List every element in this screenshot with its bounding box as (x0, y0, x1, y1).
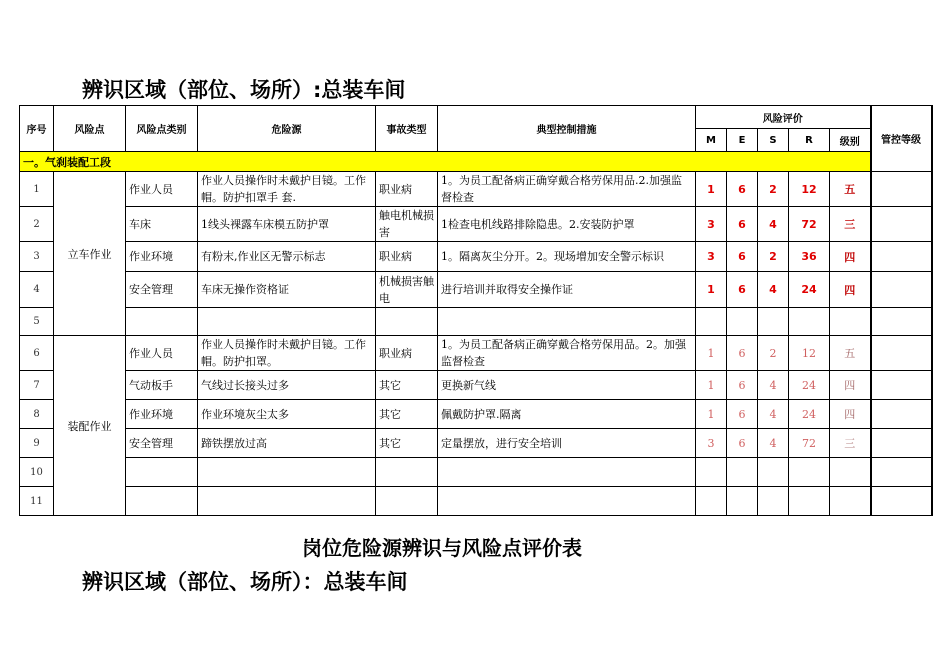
row-seq: 2 (20, 207, 54, 242)
row-seq: 4 (20, 272, 54, 308)
accident-cell (376, 487, 438, 516)
header-category: 风险点类别 (126, 106, 198, 152)
row-seq: 8 (20, 400, 54, 429)
e-value (727, 458, 758, 487)
m-value (696, 458, 727, 487)
control-level-cell (871, 272, 932, 308)
measures-cell: 1。隔离灰尘分开。2。现场增加安全警示标识 (438, 242, 696, 272)
s-value (758, 487, 789, 516)
table-row (20, 207, 932, 242)
category-cell: 气动板手 (126, 371, 198, 400)
table-row (20, 242, 932, 272)
hazard-cell: 作业环境灰尘太多 (198, 400, 376, 429)
header-r: R (789, 129, 830, 152)
s-value: 2 (758, 172, 789, 207)
control-level-cell (871, 207, 932, 242)
risk-assessment-table (19, 105, 933, 516)
hazard-cell: 1线头裸露车床模五防护罩 (198, 207, 376, 242)
header-e: E (727, 129, 758, 152)
header-s: S (758, 129, 789, 152)
measures-cell: 1。为员工配备病正确穿戴合格劳保用品.2.加强监督检查 (438, 172, 696, 207)
r-value: 12 (789, 336, 830, 371)
e-value (727, 487, 758, 516)
header-hazard: 危险源 (198, 106, 376, 152)
category-cell: 作业人员 (126, 172, 198, 207)
risk-point-cell: 立车作业 (54, 172, 126, 336)
category-cell: 安全管理 (126, 272, 198, 308)
m-value: 1 (696, 336, 727, 371)
level-value: 四 (830, 242, 871, 272)
table-row (20, 272, 932, 308)
m-value: 1 (696, 371, 727, 400)
hazard-cell: 车床无操作资格证 (198, 272, 376, 308)
accident-cell: 职业病 (376, 172, 438, 207)
level-value (830, 308, 871, 336)
e-value: 6 (727, 172, 758, 207)
category-cell: 作业人员 (126, 336, 198, 371)
category-cell (126, 487, 198, 516)
e-value: 6 (727, 336, 758, 371)
s-value (758, 458, 789, 487)
header-evaluation: 风险评价 (696, 106, 871, 129)
row-seq: 1 (20, 172, 54, 207)
control-level-cell (871, 487, 932, 516)
control-level-cell (871, 458, 932, 487)
measures-cell: 佩戴防护罩.隔离 (438, 400, 696, 429)
category-cell (126, 458, 198, 487)
risk-point-cell: 装配作业 (54, 336, 126, 516)
level-value: 五 (830, 172, 871, 207)
table-row (20, 487, 932, 516)
s-value (758, 308, 789, 336)
header-measures: 典型控制措施 (438, 106, 696, 152)
accident-cell: 其它 (376, 371, 438, 400)
r-value: 72 (789, 207, 830, 242)
m-value: 3 (696, 242, 727, 272)
region-heading-bottom: 辨识区域（部位、场所）：总装车间 (82, 570, 408, 594)
table-row (20, 400, 932, 429)
category-cell: 车床 (126, 207, 198, 242)
header-control-level: 管控等级 (871, 106, 932, 172)
e-value: 6 (727, 429, 758, 458)
accident-cell (376, 308, 438, 336)
level-value: 四 (830, 272, 871, 308)
level-value (830, 458, 871, 487)
r-value: 24 (789, 371, 830, 400)
hazard-cell: 气线过长接头过多 (198, 371, 376, 400)
category-cell: 作业环境 (126, 242, 198, 272)
accident-cell: 职业病 (376, 242, 438, 272)
hazard-cell (198, 487, 376, 516)
row-seq: 6 (20, 336, 54, 371)
hazard-cell: 有粉末,作业区无警示标志 (198, 242, 376, 272)
control-level-cell (871, 429, 932, 458)
r-value: 24 (789, 400, 830, 429)
region-heading-top: 辨识区域（部位、场所）:总装车间 (82, 78, 406, 102)
control-level-cell (871, 172, 932, 207)
header-accident: 事故类型 (376, 106, 438, 152)
s-value: 4 (758, 207, 789, 242)
hazard-cell: 作业人员操作时未戴护目镜。工作帽。防护扣罩手 套. (198, 172, 376, 207)
hazard-cell: 作业人员操作时未戴护目镜。工作帽。防护扣罩。 (198, 336, 376, 371)
measures-cell: 更换新气线 (438, 371, 696, 400)
accident-cell: 职业病 (376, 336, 438, 371)
row-seq: 10 (20, 458, 54, 487)
s-value: 4 (758, 371, 789, 400)
s-value: 4 (758, 272, 789, 308)
e-value: 6 (727, 272, 758, 308)
control-level-cell (871, 400, 932, 429)
level-value (830, 487, 871, 516)
e-value: 6 (727, 242, 758, 272)
row-seq: 5 (20, 308, 54, 336)
control-level-cell (871, 371, 932, 400)
s-value: 2 (758, 242, 789, 272)
level-value: 四 (830, 400, 871, 429)
table-row (20, 458, 932, 487)
section-title: 一。气刹装配工段 (20, 152, 871, 172)
hazard-cell: 蹄铁摆放过高 (198, 429, 376, 458)
level-value: 三 (830, 207, 871, 242)
s-value: 2 (758, 336, 789, 371)
accident-cell: 其它 (376, 429, 438, 458)
accident-cell: 其它 (376, 400, 438, 429)
m-value: 1 (696, 172, 727, 207)
level-value: 四 (830, 371, 871, 400)
level-value: 三 (830, 429, 871, 458)
m-value (696, 308, 727, 336)
r-value (789, 487, 830, 516)
e-value (727, 308, 758, 336)
accident-cell: 触电机械损害 (376, 207, 438, 242)
hazard-cell (198, 308, 376, 336)
header-level: 级别 (830, 129, 871, 152)
table-row (20, 172, 932, 207)
header-seq: 序号 (20, 106, 54, 152)
table-row (20, 308, 932, 336)
measures-cell (438, 487, 696, 516)
m-value: 3 (696, 429, 727, 458)
m-value (696, 487, 727, 516)
e-value: 6 (727, 207, 758, 242)
measures-cell: 定量摆放，进行安全培训 (438, 429, 696, 458)
measures-cell (438, 308, 696, 336)
row-seq: 7 (20, 371, 54, 400)
row-seq: 3 (20, 242, 54, 272)
measures-cell: 1检查电机线路排除隐患。2.安装防护罩 (438, 207, 696, 242)
r-value (789, 458, 830, 487)
m-value: 3 (696, 207, 727, 242)
measures-cell: 进行培训并取得安全操作证 (438, 272, 696, 308)
s-value: 4 (758, 429, 789, 458)
r-value (789, 308, 830, 336)
r-value: 36 (789, 242, 830, 272)
measures-cell (438, 458, 696, 487)
table-row (20, 429, 932, 458)
form-title: 岗位危险源辨识与风险点评价表 (302, 536, 582, 560)
table-row (20, 371, 932, 400)
accident-cell (376, 458, 438, 487)
level-value: 五 (830, 336, 871, 371)
m-value: 1 (696, 400, 727, 429)
row-seq: 11 (20, 487, 54, 516)
e-value: 6 (727, 371, 758, 400)
table-row (20, 336, 932, 371)
header-risk-point: 风险点 (54, 106, 126, 152)
m-value: 1 (696, 272, 727, 308)
r-value: 72 (789, 429, 830, 458)
r-value: 12 (789, 172, 830, 207)
accident-cell: 机械损害触电 (376, 272, 438, 308)
control-level-cell (871, 242, 932, 272)
header-m: M (696, 129, 727, 152)
category-cell: 作业环境 (126, 400, 198, 429)
s-value: 4 (758, 400, 789, 429)
control-level-cell (871, 308, 932, 336)
row-seq: 9 (20, 429, 54, 458)
category-cell: 安全管理 (126, 429, 198, 458)
measures-cell: 1。为员工配备病正确穿戴合格劳保用品。2。加强监督检查 (438, 336, 696, 371)
category-cell (126, 308, 198, 336)
r-value: 24 (789, 272, 830, 308)
control-level-cell (871, 336, 932, 371)
e-value: 6 (727, 400, 758, 429)
hazard-cell (198, 458, 376, 487)
